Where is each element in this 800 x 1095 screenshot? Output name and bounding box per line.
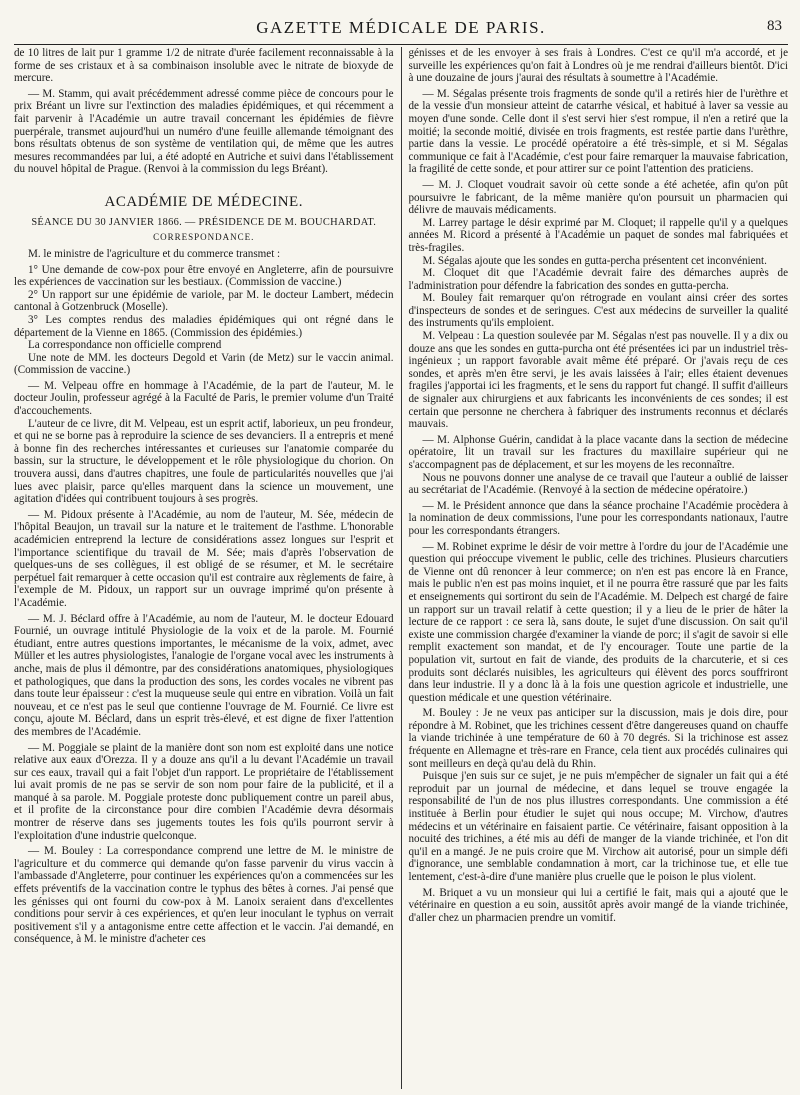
page-number: 83 bbox=[767, 18, 782, 34]
section-title: ACADÉMIE DE MÉDECINE. bbox=[104, 193, 303, 210]
paragraph: M. le ministre de l'agriculture et du commerce transmet : bbox=[28, 247, 281, 260]
session-heading: SÉANCE DU 30 JANVIER 1866. — PRÉSIDENCE DE M. BOUCHARDAT. bbox=[31, 216, 377, 228]
paragraph: génisses et de les envoyer à ses frais à Londres. C'est ce qu'il m'a accordé, et je surveille les expériences qu'on fait à Londres où je me rendrai d'ailleurs bientôt. D'ici à une douzaine de jours j'aurai des résultats à soumettre à l'Académie. bbox=[408, 47, 788, 85]
paragraph: — M. J. Cloquet voudrait savoir où cette sonde a été achetée, afin qu'on pût poursuivre le fabricant, de la même manière qu'on poursuit un pharmacien qui délivre de mauvais médicaments. bbox=[408, 178, 788, 217]
paragraph: 3° Les comptes rendus des maladies épidémiques qui ont régné dans le département de la Vienne en 1865. (Commission des épidémies.) bbox=[14, 313, 394, 339]
right-column bbox=[402, 47, 789, 1089]
paragraph: — M. Ségalas présente trois fragments de sonde qu'il a retirés hier de l'urèthre et de la vessie d'un monsieur atteint de catarrhe vésical, et habitué à laver sa vessie au moyen d'une sonde. Celle dont il s'est servi hier s'est rompue, il n'en a retiré que la moitié; la seconde moitié, divisée en trois fragments, est restée partie dans l'urèthre, partie dans la vessie. Le procédé opératoire a été très-simple, et si M. Ségalas communique ce fait à l'Académie, c'est pour faire remarquer la mauvaise fabrication, la fragilité de cette sonde, et pour attirer sur ce point l'attention des praticiens. bbox=[408, 87, 788, 176]
paragraph: — M. le Président annonce que dans la séance prochaine l'Académie procèdera à la nomination de deux commissions, l'une pour les correspondants nationaux, l'autre pour les correspondants étrangers. bbox=[408, 499, 788, 537]
paragraph: — M. Alphonse Guérin, candidat à la place vacante dans la section de médecine opératoire, lit un travail sur les fractures du maxillaire supérieur qui ne s'accompagnent pas de déplacement, et sur les moyens de les reconnaître. bbox=[408, 433, 788, 471]
paragraph: M. Ségalas ajoute que les sondes en gutta-percha présentent cet inconvénient. bbox=[422, 254, 767, 267]
paragraph: — M. Poggiale se plaint de la manière dont son nom est exploité dans une notice relative aux eaux d'Orezza. Il y a douze ans qu'il a lu devant l'Académie un travail sur ces eaux, travail qui a fait l'objet d'un rapport. Le propriétaire de l'établissement lui avait promis de ne pas se servir de son nom pour faire de la publicité, et il a manqué à sa parole. M. Poggiale proteste donc publiquement contre un pareil abus, et il profite de la circonstance pour dire combien l'Académie devra désormais montrer de réserve dans ses jugements toutes les fois qu'ils pourront servir à l'exploitation d'une industrie quelconque. bbox=[14, 741, 394, 842]
paragraph: Nous ne pouvons donner une analyse de ce travail que l'auteur a oublié de laisser au secrétariat de l'Académie. (Renvoyé à la section de médecine opératoire.) bbox=[408, 471, 788, 497]
paragraph: — M. Pidoux présente à l'Académie, au nom de l'auteur, M. Sée, médecin de l'hôpital Beaujon, un travail sur la nature et le traitement de l'asthme. L'honorable académicien entreprend la lecture de considérations assez longues sur l'esprit et l'importance scientifique du travail de M. Sée; mais d'après l'observation de quelques-uns de ses collègues, il est obligé de se résumer, et M. le secrétaire perpétuel fait remarquer à cette occasion qu'il est contraire aux règlements de faire, à l'exemple de M. Pidoux, un rapport sur un ouvrage imprimé qu'on présente à l'Académie. bbox=[14, 508, 394, 609]
paragraph: La correspondance non officielle comprend bbox=[28, 339, 222, 352]
paragraph: M. Briquet a vu un monsieur qui lui a certifié le fait, mais qui a ajouté que le vétérinaire en question a eu soin, aussitôt après avoir mangé de la viande trichinée, d'aller chez un pharmacien prendre un vomitif. bbox=[408, 886, 788, 924]
paragraph: — M. Stamm, qui avait précédemment adressé comme pièce de concours pour le prix Bréant un livre sur l'extinction des maladies épidémiques, et qui récemment a fait parvenir à l'Académie un autre travail concernant les épidémies de fièvre puerpérale, transmet aujourd'hui un numéro d'une feuille allemande témoignant des bons résultats obtenus de son système de ventilation qui, de même que les autres mesures recommandées par lui, a été adopté en Autriche et suivi dans l'établissement du nouvel hôpital de Prague. (Renvoi à la commission du legs Bréant). bbox=[14, 87, 394, 176]
paragraph: — M. Velpeau offre en hommage à l'Académie, de la part de l'auteur, M. le docteur Joulin, professeur agrégé à la Faculté de Paris, le premier volume d'un Traité d'accouchements. bbox=[14, 379, 394, 418]
paragraph: de 10 litres de lait pur 1 gramme 1/2 de nitrate d'urée facilement reconnaissable à la forme de ses cristaux et à sa combinaison insoluble avec le nitrate de bioxyde de mercure. bbox=[14, 47, 394, 85]
journal-title: GAZETTE MÉDICALE DE PARIS. bbox=[256, 18, 546, 37]
paragraph: L'auteur de ce livre, dit M. Velpeau, est un esprit actif, laborieux, un peu frondeur, et qui ne se borne pas à reproduire la science de ses devanciers. Il a entrepris et mené à bonne fin des recherches intéressantes et curieuses sur l'anatomie comparée du bassin, sur la structure, le développement et le rôle physiologique du chorion. On trouvera aussi, dans d'autres chapitres, une foule de particularités nouvelles que j'ai lues avec plaisir, parce qu'elles marquent dans la science un mouvement, une agitation d'idées qui contribuent toujours à ses progrès. bbox=[14, 417, 394, 506]
paragraph: M. Bouley fait remarquer qu'on rétrograde en voulant ainsi créer des sortes d'inspecteurs de sondes et de seringues. C'est aux médecins de surveiller la qualité des instruments qu'ils emploient. bbox=[408, 292, 788, 330]
paragraph: M. Bouley : Je ne veux pas anticiper sur la discussion, mais je dois dire, pour répondre à M. Robinet, que les trichines cessent d'être dangereuses quand on chauffe la viande trichinée à une température de 60 à 70 degrés. Si la trichinose est assez fréquente en Allemagne et très-rare en France, cela tient aux procédés culinaires qui sont meilleurs en deçà qu'au delà du Rhin. bbox=[408, 707, 788, 770]
paragraph: 1° Une demande de cow-pox pour être envoyé en Angleterre, afin de poursuivre les expériences de vaccination sur les bestiaux. (Commission de vaccine.) bbox=[14, 263, 394, 289]
text-columns bbox=[14, 47, 788, 1089]
subsection-heading: CORRESPONDANCE. bbox=[153, 231, 255, 242]
paragraph: M. Velpeau : La question soulevée par M. Ségalas n'est pas nouvelle. Il y a dix ou douze ans que les sondes en gutta-purcha ont été présentées ici par un industriel très-ingénieux ; un rapport favorable avait même été préparé. Or j'avais reçu de ces sondes, et après m'en être servi, je les avais laissées à l'air; elles étaient devenues fragiles j'apportai ici les fragments, et le sens du rapport fut changé. Il suffit d'ailleurs de signaler aux chirurgiens et aux fabricants les inconvénients de ces sondes; il est certain que personne ne cherchera à fabriquer des instruments reconnus et déclarés mauvais. bbox=[408, 330, 788, 431]
paragraph: 2° Un rapport sur une épidémie de variole, par M. le docteur Lambert, médecin cantonal à Gotzenbruck (Moselle). bbox=[14, 288, 394, 314]
paragraph: M. Larrey partage le désir exprimé par M. Cloquet; il rappelle qu'il y a quelques années M. Ricord a présenté à l'Académie un paquet de sondes mal fabriquées et très-fragiles. bbox=[408, 216, 788, 254]
paragraph: — M. Bouley : La correspondance comprend une lettre de M. le ministre de l'agriculture et du commerce qui demande qu'on fasse parvenir du virus vaccin à l'ambassade d'Angleterre, pour continuer les expériences qu'on a commencées sur les effets préventifs de la vaccination contre le typhus des bêtes à cornes. J'ai pensé que les génisses qui ont fourni du cow-pox à M. Lanoix seraient dans d'excellentes conditions pour servir à ces expériences, et qu'en leur inoculant le typhus on verrait positivement s'il y a antagonisme entre cette affection et le vaccin. J'ai demandé, en conséquence, à M. le ministre d'acheter ces bbox=[14, 845, 394, 946]
running-header bbox=[14, 0, 788, 44]
paragraph: Une note de MM. les docteurs Degold et Varin (de Metz) sur le vaccin animal. (Commission de vaccine.) bbox=[14, 351, 394, 377]
paragraph: M. Cloquet dit que l'Académie devrait faire des démarches auprès de l'administration pour défendre la fabrication des sondes en gutta-percha. bbox=[408, 267, 788, 292]
paragraph: Puisque j'en suis sur ce sujet, je ne puis m'empêcher de signaler un fait qui a été reproduit par un journal de médecine, et dans lequel se trouve engagée la responsabilité de l'un de nos plus illustres correspondants. Une commission a été instituée à Berlin pour étudier le sujet qui nous occupe; M. Virchow, d'autres médecins et un vétérinaire en faisaient partie. Ce vétérinaire, faisant opposition à la nocuité des trichines, a été mis au défi de manger de la viande trichinée, et l'on dit qu'il en a mangé. Je ne puis croire que M. Virchow ait autorisé, pour un simple défi d'ignorance, une semblable condamnation à mort, car la trichinose tue, et elle tue lentement, c'est-à-dire d'une manière plus cruelle que le poison le plus violent. bbox=[408, 770, 788, 883]
left-column bbox=[14, 47, 401, 1089]
header-rule bbox=[14, 44, 788, 45]
paragraph: — M. Robinet exprime le désir de voir mettre à l'ordre du jour de l'Académie une question qui préoccupe vivement le public, celle des trichines. Plusieurs charcutiers de Vienne ont dû renoncer à leur commerce; on n'en est pas encore là en France, mais le public n'en est pas moins inquiet, et il ne pourra être rassuré que par les faits et enseignements qui sortiront du sein de l'Académie. M. Delpech est chargé de faire un rapport sur un travail relatif à cette question; il y a lieu de le prier de hâter la lecture de ce rapport : ce sera là, sans doute, le sujet d'une discussion. On sait qu'il existe une commission chargée d'examiner la viande de porc; il s'agit de savoir si elle remplit exactement son mandat, et de l'y encourager. Toute une partie de la population vit, surtout en fait de viande, des produits de la charcuterie, et si ces produits sont déclarés nuisibles, les agriculteurs qui élèvent des porcs souffriront dans leur industrie. Il y a donc là à la fois une question agricole et industrielle, une question médicale et une question vétérinaire. bbox=[408, 540, 788, 704]
paragraph: — M. J. Béclard offre à l'Académie, au nom de l'auteur, M. le docteur Edouard Fournié, un ouvrage intitulé Physiologie de la voix et de la parole. M. Fournié étudiant, entre autres questions importantes, le mécanisme de la voix, admet, avec Müller et les autres physiologistes, l'analogie de l'organe vocal avec les instruments à anche, mais de plus il démontre, par des considérations anatomiques, physiologiques et pathologiques, que dans la production des sons, les cordes vocales ne vibrent pas dans toute leur épaisseur : c'est la muqueuse seule qui entre en vibration. Voilà un fait nouveau, et ce n'est pas le seul que contienne l'ouvrage de M. Fournié. Ce livre est conçu, ajoute M. Béclard, dans un esprit très-élevé, et est digne de fixer l'attention des membres de l'Académie. bbox=[14, 612, 394, 738]
